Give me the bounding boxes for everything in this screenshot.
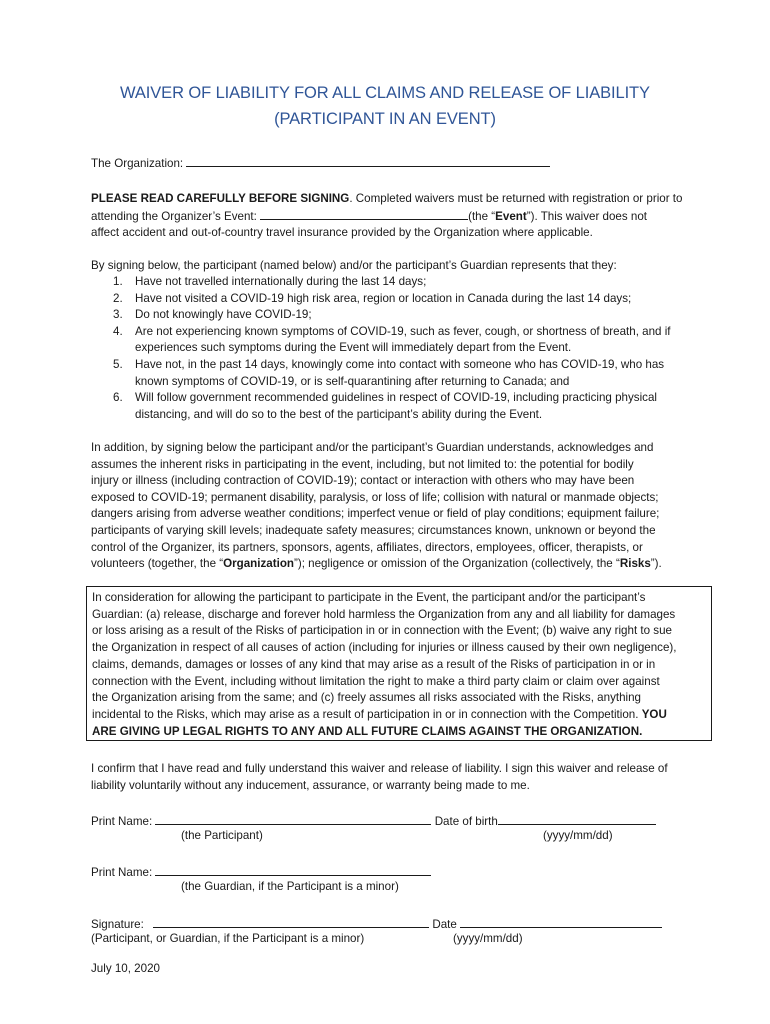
organization-label: The Organization: [91, 157, 184, 170]
release-line: connection with the Event, including without limitation the right to make a third party claim or claim over against [92, 674, 660, 688]
release-line: the Organization in respect of all causes of action (including for injuries or illness caused by their own negligence), [92, 641, 677, 655]
representation-item [91, 274, 671, 291]
item-text: Have not travelled internationally during the last 14 days; [135, 275, 427, 288]
participant-name-field[interactable] [155, 813, 431, 825]
represents-intro: By signing below, the participant (named below) and/or the participant’s Guardian represents that they: [91, 259, 617, 272]
representation-item [91, 324, 671, 341]
representation-item [91, 407, 671, 424]
release-warning: ARE GIVING UP LEGAL RIGHTS TO ANY AND ALL FUTURE CLAIMS AGAINST THE ORGANIZATION. [92, 724, 643, 738]
notice-text-1: . Completed waivers must be returned with registration or prior to [349, 192, 683, 205]
release-line [92, 707, 711, 724]
risks-line-last [91, 556, 699, 573]
event-term: Event [495, 209, 527, 223]
risks-text: ”). [650, 557, 662, 571]
defined-term: Risks [619, 557, 651, 571]
release-line: Guardian: (a) release, discharge and forever hold harmless the Organization from any and all liability for damages [92, 607, 676, 621]
risks-line: exposed to COVID-19; permanent disability, paralysis, or loss of life; collision with natural or manmade objects; [91, 490, 659, 504]
document-subtitle: (PARTICIPANT IN AN EVENT) [274, 110, 496, 128]
release-line: claims, demands, damages or losses of any kind that may arise as a result of the Risks of participation in or in [92, 657, 656, 671]
risks-line: participants of varying skill levels; inadequate safety measures; circumstances known, unknown or beyond the [91, 523, 656, 537]
participant-caption: (the Participant) [181, 829, 263, 842]
item-text: distancing, and will do so to the best of the participant’s ability during the Event. [135, 407, 543, 421]
dob-format: (yyyy/mm/dd) [543, 829, 613, 842]
item-number: 6. [113, 391, 123, 405]
item-text: Have not, in the past 14 days, knowingly come into contact with someone who has COVID-19, who has [135, 357, 665, 371]
guardian-caption: (the Guardian, if the Participant is a minor) [181, 880, 399, 893]
guardian-name-row [91, 864, 431, 879]
event-name-blank[interactable] [260, 208, 468, 220]
risks-paragraph [91, 440, 699, 573]
defined-term: Organization [223, 557, 294, 571]
representation-item [91, 374, 671, 391]
item-number: 2. [113, 291, 123, 305]
representation-item [91, 340, 671, 357]
organization-line [91, 155, 550, 173]
representation-item [91, 291, 671, 308]
signature-caption: (Participant, or Guardian, if the Participant is a minor) [91, 932, 365, 945]
signature-row [91, 916, 662, 931]
item-text: Are not experiencing known symptoms of COVID-19, such as fever, cough, or shortness of breath, and if [135, 324, 671, 338]
risks-line: control of the Organizer, its partners, sponsors, agents, affiliates, directors, employees, officer, therapists, or [91, 540, 643, 554]
confirm-paragraph [91, 761, 699, 794]
item-number: 1. [113, 275, 123, 288]
notice-paragraph [91, 191, 699, 242]
release-text: incidental to the Risks, which may arise as a result of participation in or in connection with the Competition. [92, 707, 642, 721]
representations-list [91, 274, 671, 423]
print-name-label: Print Name: [91, 815, 153, 828]
item-text: Will follow government recommended guidelines in respect of COVID-19, including practicing physical [135, 391, 657, 405]
release-line: or loss arising as a result of the Risks of participation in or in connection with the Event; (b) waive any right to sue [92, 624, 672, 638]
organization-blank[interactable] [186, 155, 550, 167]
notice-text-2: attending the Organizer’s Event: [91, 209, 257, 223]
notice-text-3: (the “ [468, 209, 496, 223]
item-number: 3. [113, 308, 123, 322]
risks-line: assumes the inherent risks in participating in the event, including, but not limited to: the potential for bodily [91, 457, 634, 471]
item-text: known symptoms of COVID-19, or is self-quarantining after returning to Canada; and [135, 374, 570, 388]
risks-line: dangers arising from adverse weather conditions; imperfect venue or field of play conditions; equipment failure; [91, 507, 660, 521]
release-line: In consideration for allowing the participant to participate in the Event, the participant and/or the participant’s [92, 591, 646, 604]
release-line [92, 724, 711, 741]
item-number: 5. [113, 357, 123, 371]
confirm-text-1: I confirm that I have read and fully understand this waiver and release of liability. I sign this waiver and release of [91, 762, 668, 775]
risks-line: In addition, by signing below the participant and/or the participant’s Guardian understands, acknowledges and [91, 441, 654, 454]
dob-label: Date of birth [434, 815, 498, 828]
item-text: experiences such symptoms during the Event will immediately depart from the Event. [135, 341, 572, 355]
risks-text: volunteers (together, the “ [91, 557, 224, 571]
guardian-name-field[interactable] [155, 864, 431, 876]
confirm-text-2: liability voluntarily without any inducement, assurance, or warranty being made to me. [91, 778, 530, 792]
signature-field[interactable] [153, 916, 429, 928]
document-title: WAIVER OF LIABILITY FOR ALL CLAIMS AND RELEASE OF LIABILITY [120, 84, 650, 102]
item-number: 4. [113, 324, 123, 338]
release-warning: YOU [641, 707, 667, 721]
risks-text: ”); negligence or omission of the Organization (collectively, the “ [293, 557, 620, 571]
item-text: Have not visited a COVID-19 high risk area, region or location in Canada during the last 14 days; [135, 291, 632, 305]
item-text: Do not knowingly have COVID-19; [135, 308, 312, 322]
dob-field[interactable] [498, 813, 656, 825]
risks-line: injury or illness (including contraction of COVID-19); contact or interaction with others who may have been [91, 474, 635, 488]
signature-label: Signature: [91, 918, 144, 931]
representation-item [91, 357, 671, 374]
notice-bold: PLEASE READ CAREFULLY BEFORE SIGNING [91, 192, 350, 205]
footer-date: July 10, 2020 [91, 962, 160, 975]
representation-item [91, 307, 671, 324]
release-line: the Organization arising from the same; and (c) freely assumes all risks associated with the Risks, anything [92, 691, 642, 705]
date-field[interactable] [460, 916, 662, 928]
date-label: Date [432, 918, 457, 931]
representation-item [91, 390, 671, 407]
release-box [86, 586, 712, 741]
notice-text-5: affect accident and out-of-country travel insurance provided by the Organization where applicable. [91, 226, 593, 240]
date-format: (yyyy/mm/dd) [453, 932, 523, 945]
print-name-label-2: Print Name: [91, 866, 153, 879]
notice-text-4: ”). This waiver does not [526, 209, 648, 223]
participant-name-row [91, 813, 656, 828]
